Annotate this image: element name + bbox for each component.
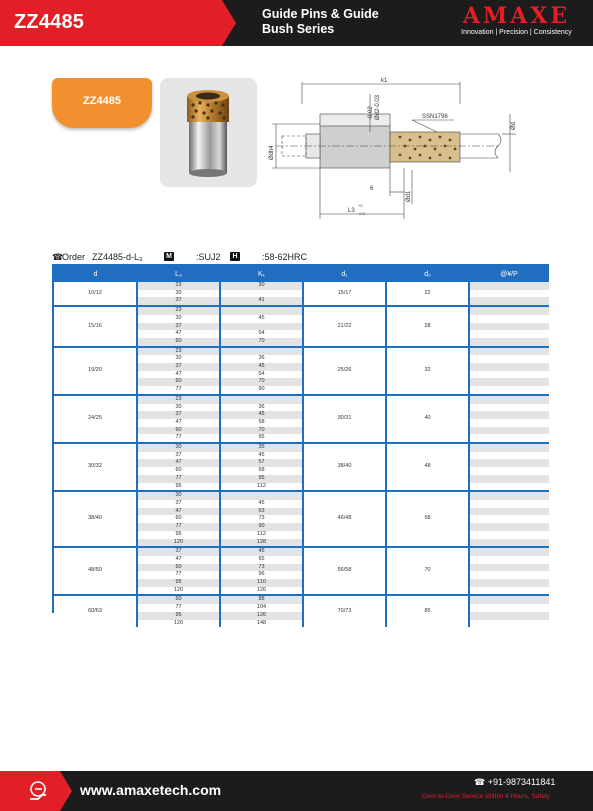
- cell-d: 24/25: [54, 396, 137, 442]
- cell-l3: 30: [137, 444, 220, 452]
- header-d: d: [54, 266, 137, 282]
- cell-k1: 95: [220, 434, 303, 442]
- cell-d2: 70: [386, 548, 469, 594]
- header-d2: d₂: [386, 266, 469, 282]
- cell-k1: 73: [220, 515, 303, 523]
- cell-price: [469, 371, 549, 379]
- cell-l3: 30: [137, 355, 220, 363]
- cell-price: [469, 596, 549, 604]
- dim-d2-tol-label: -0.02: [368, 106, 374, 120]
- material-icon: M: [164, 252, 174, 261]
- cell-k1: 41: [220, 297, 303, 305]
- cell-price: [469, 404, 549, 412]
- product-badge: [52, 78, 152, 128]
- table-row: [54, 596, 549, 604]
- cell-k1: 96: [220, 571, 303, 579]
- phone-number: +91-9873411841: [487, 777, 556, 787]
- cell-k1: 112: [220, 483, 303, 491]
- cell-l3: 23: [137, 396, 220, 404]
- cell-l3: 60: [137, 378, 220, 386]
- cell-price: [469, 475, 549, 483]
- cell-price: [469, 297, 549, 305]
- cell-price: [469, 411, 549, 419]
- cell-k1: 112: [220, 531, 303, 539]
- dim-l3-tol-up: +0: [358, 203, 363, 208]
- cell-k1: 45: [220, 363, 303, 371]
- cell-d: 38/40: [54, 492, 137, 546]
- cell-l3: 95: [137, 483, 220, 491]
- cell-l3: 23: [137, 307, 220, 315]
- series-title-line1: Guide Pins & Guide: [262, 7, 379, 21]
- table-row: [54, 492, 549, 500]
- table-row: [54, 348, 549, 356]
- table-header-row: [54, 266, 549, 282]
- cell-l3: 60: [137, 515, 220, 523]
- cell-l3: 47: [137, 508, 220, 516]
- cell-k1: 90: [220, 523, 303, 531]
- cell-price: [469, 587, 549, 595]
- cell-d1: 46/48: [303, 492, 386, 546]
- cell-k1: 70: [220, 338, 303, 346]
- website-link[interactable]: www.amaxetech.com: [80, 782, 222, 798]
- cell-k1: 73: [220, 564, 303, 572]
- cell-k1: [220, 348, 303, 356]
- cell-k1: [220, 396, 303, 404]
- cell-price: [469, 363, 549, 371]
- cell-price: [469, 386, 549, 394]
- cell-k1: 126: [220, 612, 303, 620]
- cell-k1: 58: [220, 419, 303, 427]
- phone-contact[interactable]: [474, 777, 555, 788]
- dim-dh4-label: Ødh4: [269, 145, 275, 160]
- cell-l3: 77: [137, 386, 220, 394]
- dim-k1-label: k1: [381, 78, 388, 84]
- cell-price: [469, 571, 549, 579]
- cell-l3: 37: [137, 363, 220, 371]
- cell-l3: 37: [137, 500, 220, 508]
- cell-k1: 36: [220, 404, 303, 412]
- ssn-label: SSN1798: [422, 114, 448, 120]
- spec-table: [54, 266, 549, 627]
- cell-k1: [220, 323, 303, 331]
- header-bar: [0, 0, 593, 46]
- cell-price: [469, 531, 549, 539]
- cell-d1: 56/58: [303, 548, 386, 594]
- spec-table-frame: [52, 264, 549, 626]
- cell-l3: 60: [137, 427, 220, 435]
- cell-price: [469, 338, 549, 346]
- cell-price: [469, 620, 549, 628]
- cell-price: [469, 539, 549, 547]
- cell-l3: 120: [137, 620, 220, 628]
- cell-price: [469, 500, 549, 508]
- cell-k1: 54: [220, 330, 303, 338]
- cell-d: 15/16: [54, 307, 137, 346]
- cell-d2: 48: [386, 444, 469, 490]
- cell-d1: 70/73: [303, 596, 386, 627]
- order-line: [52, 252, 552, 264]
- cell-k1: 95: [220, 475, 303, 483]
- cell-price: [469, 579, 549, 587]
- table-row: [54, 444, 549, 452]
- cell-l3: 95: [137, 612, 220, 620]
- order-code: ZZ4485-d-L₃: [92, 252, 143, 262]
- cell-k1: 70: [220, 378, 303, 386]
- header-d1: d₁: [303, 266, 386, 282]
- product-badge-label: ZZ4485: [83, 95, 121, 107]
- table-row: [54, 548, 549, 556]
- cell-l3: 60: [137, 338, 220, 346]
- cell-k1: 104: [220, 604, 303, 612]
- cell-k1: 90: [220, 386, 303, 394]
- cell-l3: 47: [137, 556, 220, 564]
- material-value: :SUJ2: [196, 252, 221, 262]
- table-row: [54, 282, 549, 290]
- cell-price: [469, 467, 549, 475]
- cell-price: [469, 515, 549, 523]
- series-title: [262, 7, 379, 37]
- cell-d: 19/20: [54, 348, 137, 394]
- dim-l3-label: L3: [348, 208, 355, 214]
- cell-l3: 30: [137, 290, 220, 298]
- cell-l3: 60: [137, 564, 220, 572]
- cell-d2: 40: [386, 396, 469, 442]
- cell-l3: 60: [137, 596, 220, 604]
- cell-l3: 47: [137, 330, 220, 338]
- cell-price: [469, 355, 549, 363]
- cell-price: [469, 556, 549, 564]
- cell-l3: 120: [137, 539, 220, 547]
- cell-price: [469, 315, 549, 323]
- guide-bush-image: [160, 78, 257, 187]
- cell-k1: 36: [220, 355, 303, 363]
- cell-d1: 30/31: [303, 396, 386, 442]
- service-promo: Door-to-Door Service Within 4 Hours, Safety: [422, 793, 550, 800]
- cell-k1: 54: [220, 371, 303, 379]
- cell-price: [469, 444, 549, 452]
- cell-l3: 47: [137, 419, 220, 427]
- technical-drawing: [262, 74, 562, 226]
- cell-d2: 58: [386, 492, 469, 546]
- cell-price: [469, 434, 549, 442]
- cell-k1: 57: [220, 459, 303, 467]
- cell-price: [469, 290, 549, 298]
- cell-price: [469, 323, 549, 331]
- cell-l3: 37: [137, 323, 220, 331]
- dim-6-label: 6: [370, 186, 374, 192]
- cell-l3: 77: [137, 523, 220, 531]
- cell-price: [469, 307, 549, 315]
- cell-k1: [220, 307, 303, 315]
- cell-price: [469, 548, 549, 556]
- cell-d2: 85: [386, 596, 469, 627]
- phone-icon: ☎: [474, 777, 488, 787]
- cell-d2: 28: [386, 307, 469, 346]
- cell-d: 48/50: [54, 548, 137, 594]
- cell-l3: 30: [137, 315, 220, 323]
- cell-l3: 37: [137, 548, 220, 556]
- cell-l3: 77: [137, 571, 220, 579]
- cell-d1: 15/17: [303, 282, 386, 305]
- cell-d1: 25/26: [303, 348, 386, 394]
- cell-price: [469, 348, 549, 356]
- dim-l3-tol-down: -0.3: [358, 211, 365, 216]
- header-price: @¥/P: [469, 266, 549, 282]
- product-photo: [160, 78, 257, 187]
- cell-l3: 47: [137, 371, 220, 379]
- dim-d-label: Ød: [511, 121, 517, 130]
- cell-price: [469, 523, 549, 531]
- order-label: Order: [62, 252, 86, 262]
- table-row: [54, 396, 549, 404]
- cell-l3: 30: [137, 492, 220, 500]
- footer-bar: [0, 771, 593, 811]
- cell-k1: 30: [220, 282, 303, 290]
- cell-l3: 37: [137, 452, 220, 460]
- cell-k1: 65: [220, 556, 303, 564]
- cell-k1: 70: [220, 427, 303, 435]
- cell-l3: 77: [137, 434, 220, 442]
- cell-l3: 37: [137, 297, 220, 305]
- table-body: [54, 282, 549, 627]
- cell-k1: [220, 492, 303, 500]
- cell-l3: 95: [137, 579, 220, 587]
- brand-logo: [444, 5, 589, 36]
- dim-d1-label: Ød1: [406, 190, 412, 202]
- cell-price: [469, 427, 549, 435]
- cell-price: [469, 492, 549, 500]
- cell-k1: 45: [220, 452, 303, 460]
- cell-price: [469, 459, 549, 467]
- cell-k1: 45: [220, 500, 303, 508]
- brand-tagline: Innovation | Precision | Consistency: [461, 29, 572, 36]
- cell-k1: 45: [220, 315, 303, 323]
- cell-l3: 77: [137, 604, 220, 612]
- cell-price: [469, 508, 549, 516]
- cell-k1: 63: [220, 508, 303, 516]
- cell-l3: 23: [137, 348, 220, 356]
- cell-d1: 21/22: [303, 307, 386, 346]
- cell-k1: 128: [220, 539, 303, 547]
- cell-l3: 30: [137, 404, 220, 412]
- cell-k1: 88: [220, 596, 303, 604]
- table-row: [54, 307, 549, 315]
- cell-k1: 45: [220, 548, 303, 556]
- cell-l3: 77: [137, 475, 220, 483]
- cell-k1: 68: [220, 467, 303, 475]
- page-code: ZZ4485: [14, 11, 85, 33]
- dim-d2-label: Ød2-0.03: [375, 94, 381, 120]
- cell-price: [469, 483, 549, 491]
- cell-l3: 120: [137, 587, 220, 595]
- header-k1: K₁: [220, 266, 303, 282]
- cell-l3: 47: [137, 459, 220, 467]
- cell-price: [469, 452, 549, 460]
- header-l3: L₃: [137, 266, 220, 282]
- cell-l3: 95: [137, 531, 220, 539]
- cell-price: [469, 604, 549, 612]
- cell-d: 60/63: [54, 596, 137, 627]
- cell-price: [469, 564, 549, 572]
- cell-d: 10/12: [54, 282, 137, 305]
- cell-k1: 110: [220, 579, 303, 587]
- cell-price: [469, 396, 549, 404]
- cell-d: 30/32: [54, 444, 137, 490]
- cell-k1: 45: [220, 411, 303, 419]
- cell-d2: 32: [386, 348, 469, 394]
- hardness-value: :58-62HRC: [262, 252, 308, 262]
- hardness-icon: H: [230, 252, 240, 261]
- cell-k1: 148: [220, 620, 303, 628]
- cell-l3: 60: [137, 467, 220, 475]
- series-title-line2: Bush Series: [262, 22, 335, 36]
- cell-d1: 38/40: [303, 444, 386, 490]
- cell-price: [469, 282, 549, 290]
- order-icon: ☎: [52, 252, 64, 262]
- cell-k1: [220, 290, 303, 298]
- web-hand-icon: [26, 779, 50, 803]
- cell-k1: 126: [220, 587, 303, 595]
- cell-price: [469, 378, 549, 386]
- cell-price: [469, 419, 549, 427]
- cell-l3: 37: [137, 411, 220, 419]
- brand-name: AMAXE: [462, 3, 571, 29]
- cell-price: [469, 612, 549, 620]
- cell-k1: 35: [220, 444, 303, 452]
- cell-l3: 23: [137, 282, 220, 290]
- cell-price: [469, 330, 549, 338]
- cell-d2: 22: [386, 282, 469, 305]
